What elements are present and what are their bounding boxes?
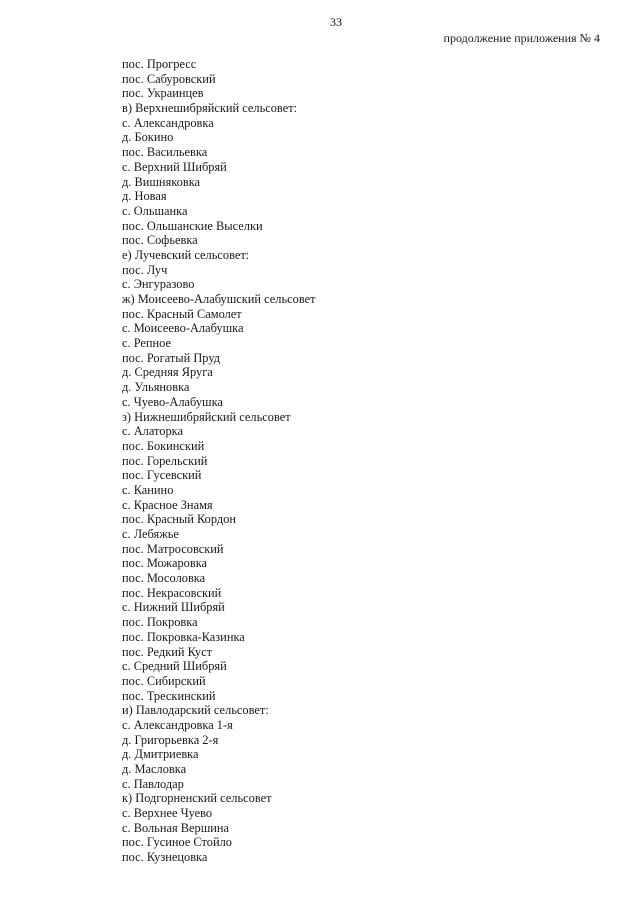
list-item: с. Средний Шибряй: [122, 659, 227, 674]
list-item: с. Лебяжье: [122, 527, 179, 541]
list-item: пос. Можаровка: [122, 556, 208, 571]
list-item: пос. Покровка-Казинка: [122, 629, 245, 644]
list-item: пос. Сабуровский: [122, 71, 216, 86]
list-item: с. Верхнее Чуево: [122, 806, 213, 821]
list-item: пос. Рогатый Пруд: [122, 350, 221, 365]
list-item: пос. Красный Кордон: [122, 512, 236, 527]
list-item: пос. Кузнецовка: [122, 850, 208, 865]
list-item: пос. Мосоловка: [122, 571, 206, 586]
list-item: з) Нижнешибряйский сельсовет: [122, 409, 291, 424]
list-item: пос. Редкий Куст: [122, 644, 213, 659]
page-number: 33: [330, 15, 342, 29]
list-item: пос. Луч: [122, 262, 168, 277]
list-item: пос. Покровка: [122, 615, 198, 630]
list-item: д. Вишняковка: [122, 174, 201, 189]
list-item: ж) Моисеево-Алабушский сельсовет: [122, 292, 316, 306]
list-item: пос. Некрасовский: [122, 585, 222, 600]
list-item: д. Дмитриевка: [122, 747, 199, 762]
list-item: с. Александровка: [122, 115, 214, 130]
list-item: с. Моисеево-Алабушка: [122, 321, 244, 336]
list-item: с. Верхний Шибряй: [122, 159, 227, 174]
list-item: пос. Прогресс: [122, 57, 197, 71]
list-item: с. Энгуразово: [122, 277, 195, 292]
list-item: в) Верхнешибряйский сельсовет:: [122, 101, 298, 116]
list-item: с. Канино: [122, 482, 174, 497]
list-item: и) Павлодарский сельсовет:: [122, 703, 269, 718]
list-item: пос. Ольшанские Выселки: [122, 218, 263, 233]
list-item: с. Нижний Шибряй: [122, 600, 225, 615]
list-item: с. Алаторка: [122, 424, 183, 439]
list-item: пос. Горельский: [122, 453, 208, 468]
list-item: с. Павлодар: [122, 776, 184, 791]
appendix-continuation-note: продолжение приложения № 4: [443, 31, 600, 45]
list-item: с. Вольная Вершина: [122, 820, 230, 835]
list-item: пос. Трескинский: [122, 688, 216, 703]
list-item: с. Репное: [122, 336, 172, 351]
list-item: д. Бокино: [122, 130, 174, 145]
list-item: с. Александровка 1-я: [122, 717, 233, 732]
list-item: пос. Гусевский: [122, 468, 202, 483]
list-item: с. Чуево-Алабушка: [122, 394, 223, 409]
list-item: д. Григорьевка 2-я: [122, 732, 219, 747]
list-item: д. Ульяновка: [122, 380, 190, 395]
list-item: пос. Гусиное Стойло: [122, 835, 232, 850]
list-item: д. Новая: [122, 189, 167, 204]
list-item: пос. Васильевка: [122, 145, 208, 160]
list-item: е) Лучевский сельсовет:: [122, 247, 250, 262]
list-item: пос. Украинцев: [122, 86, 204, 101]
list-item: с. Красное Знамя: [122, 497, 213, 512]
list-item: пос. Сибирский: [122, 673, 206, 688]
list-item: пос. Софьевка: [122, 233, 198, 248]
settlement-list: [122, 57, 316, 865]
list-item: к) Подгорненский сельсовет: [122, 791, 272, 806]
list-item: пос. Матросовский: [122, 541, 224, 556]
list-item: пос. Красный Самолет: [122, 306, 242, 321]
list-item: д. Средняя Яруга: [122, 365, 213, 380]
list-item: пос. Бокинский: [122, 438, 205, 453]
list-item: с. Ольшанка: [122, 203, 188, 218]
list-item: д. Масловка: [122, 762, 187, 776]
